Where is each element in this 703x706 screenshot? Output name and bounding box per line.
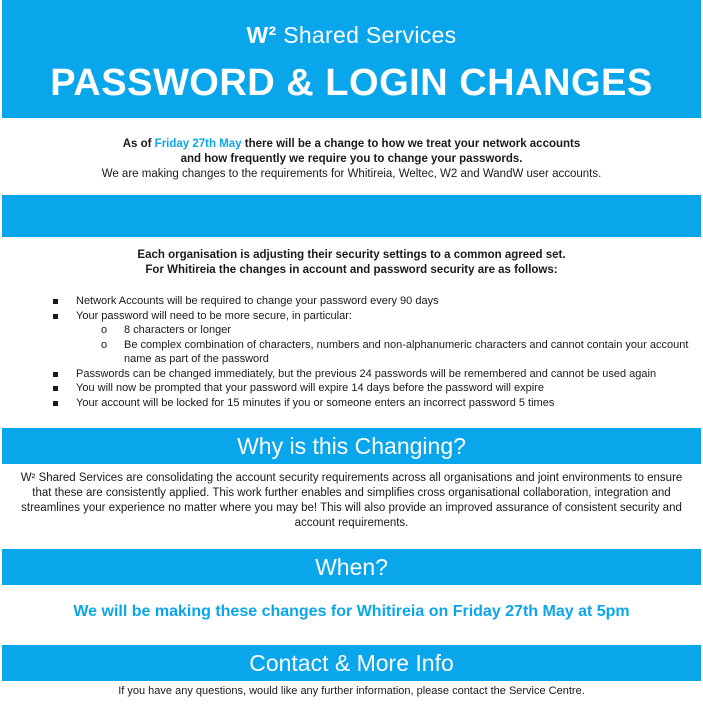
circle-bullet-icon: o [101, 338, 108, 351]
intro-line3: We are making changes to the requirements for Whitireia, Weltec, W2 and WandW user accounts. [101, 168, 602, 180]
intro-post: there will be a change to how we treat your network accounts [241, 138, 581, 150]
list-item: Your account will be locked for 15 minutes if you or someone enters an incorrect password 5 times [76, 396, 696, 411]
adjust-line2: For Whitireia the changes in account and password security are as follows: [145, 264, 558, 276]
intro-date: Friday 27th May [154, 138, 242, 150]
sub-list-item: o Be complex combination of characters, numbers and non-alphanumeric characters and cannot contain your account name as part of the password [101, 338, 689, 365]
brand-name: Shared Services [283, 22, 457, 48]
brand-w2: W² [246, 22, 277, 48]
divider-banner [2, 195, 701, 237]
circle-bullet-icon: o [101, 324, 108, 336]
when-heading: When? [2, 549, 701, 585]
bullet-icon [53, 299, 58, 304]
why-text: W² Shared Services are consolidating the account security requirements across all organisations and joint environments to ensure that these are consistently applied. This work further enables and simplifies cross organisational collaboration, integration and streamlines your experience no matter where you may be! This will also provide an improved assurance of consistent security and account requirements. [20, 472, 683, 529]
header-banner [2, 0, 701, 118]
contact-heading: Contact & More Info [2, 645, 701, 681]
bullet-icon [53, 372, 58, 377]
bullet-icon [53, 314, 58, 319]
intro-line2: and how frequently we require you to change your passwords. [180, 153, 523, 165]
page-title: PASSWORD & LOGIN CHANGES [50, 62, 653, 104]
adjust-line1: Each organisation is adjusting their security settings to a common agreed set. [137, 249, 566, 261]
intro-pre: As of [122, 138, 155, 150]
list-item: You will now be prompted that your password will expire 14 days before the password will expire [76, 381, 696, 396]
bullet-icon [53, 386, 58, 391]
sub-list-item: o 8 characters or longer [101, 324, 231, 336]
why-heading: Why is this Changing? [2, 428, 701, 464]
contact-text: If you have any questions, would like any further information, please contact the Service Centre. [118, 685, 585, 697]
intro-text [0, 137, 703, 182]
when-text: We will be making these changes for Whitireia on Friday 27th May at 5pm [73, 603, 630, 620]
list-item: Network Accounts will be required to change your password every 90 days [76, 294, 696, 309]
adjust-text [0, 248, 703, 278]
list-item: Your password will need to be more secure, in particular: [76, 309, 696, 324]
bullet-icon [53, 401, 58, 406]
brand-logo [2, 22, 701, 49]
list-item: Passwords can be changed immediately, but the previous 24 passwords will be remembered and cannot be used again [76, 367, 696, 382]
